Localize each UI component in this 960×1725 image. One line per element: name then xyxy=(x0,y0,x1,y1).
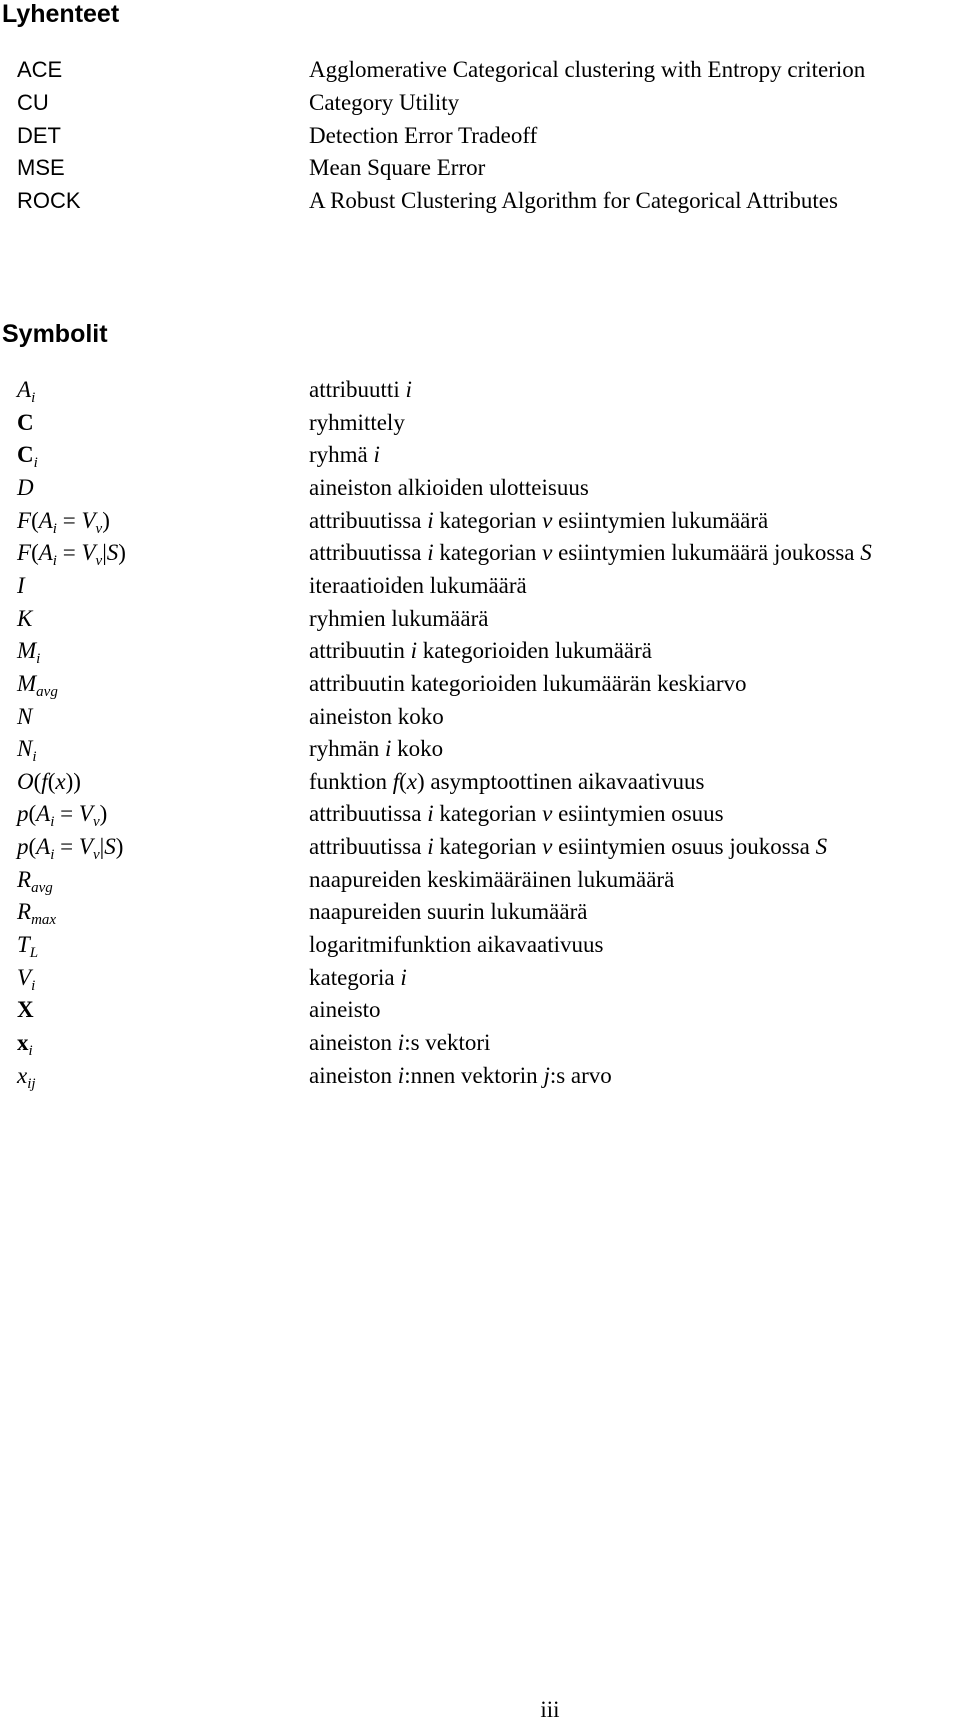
symbol-part: ) xyxy=(99,801,108,827)
symbol-part: S xyxy=(106,540,119,566)
symbol-row xyxy=(0,1027,960,1059)
definition-part: kategorian xyxy=(433,801,543,827)
symbol-term xyxy=(17,798,107,830)
abbreviation-definition: Mean Square Error xyxy=(309,155,486,181)
abbreviation-definition: Agglomerative Categorical clustering with Entropy criterion xyxy=(309,57,866,82)
definition-part: :s vektori xyxy=(404,1030,491,1055)
symbol-row xyxy=(0,929,960,961)
definition-part: ryhmän xyxy=(309,736,386,762)
symbol-part: A xyxy=(36,834,51,860)
symbol-term xyxy=(17,1060,36,1092)
symbol-part: V xyxy=(17,964,32,990)
symbol-part: D xyxy=(17,474,34,500)
definition-part: i xyxy=(427,801,434,827)
definition-part: logaritmifunktion aikavaativuus xyxy=(309,932,604,958)
symbol-part: v xyxy=(92,847,100,864)
symbol-term xyxy=(17,733,37,765)
symbol-part: i xyxy=(36,651,41,668)
symbol-row xyxy=(0,733,960,765)
symbol-part: i xyxy=(50,847,55,864)
definition-part: ( xyxy=(399,768,407,794)
symbol-definition xyxy=(309,864,674,896)
symbol-term xyxy=(17,766,81,798)
symbol-term xyxy=(17,668,58,700)
abbreviation-row xyxy=(0,87,960,119)
symbol-definition xyxy=(309,929,603,961)
symbol-definition xyxy=(309,407,405,439)
symbol-part: K xyxy=(17,605,33,631)
symbol-part: p xyxy=(17,834,29,860)
definition-part: v xyxy=(542,834,553,860)
symbol-part: x xyxy=(17,1062,28,1088)
symbol-term xyxy=(17,472,34,504)
abbreviation-definition: A Robust Clustering Algorithm for Categorical Attributes xyxy=(309,188,838,213)
symbol-row xyxy=(0,962,960,994)
symbol-row xyxy=(0,668,960,700)
symbol-part: i xyxy=(52,520,57,537)
symbol-definition xyxy=(309,733,443,765)
definition-part: v xyxy=(542,801,553,827)
definition-part: kategorian xyxy=(433,834,543,860)
symbol-definition xyxy=(309,635,652,667)
symbol-row xyxy=(0,701,960,733)
definition-part: iteraatioiden lukumäärä xyxy=(309,572,527,598)
symbol-definition xyxy=(309,962,407,994)
symbol-definition xyxy=(309,668,747,700)
symbol-row xyxy=(0,896,960,928)
definition-part: attribuutissa xyxy=(309,507,428,533)
definition-part: kategorioiden lukumäärä xyxy=(416,638,652,664)
definition-part: j xyxy=(543,1062,550,1088)
abbreviation-definition: Category Utility xyxy=(309,89,460,115)
symbol-part: max xyxy=(31,912,57,929)
symbol-part: O xyxy=(17,768,34,794)
symbol-part: ij xyxy=(27,1075,36,1092)
symbol-term xyxy=(17,407,34,439)
symbol-part: = xyxy=(54,834,79,860)
symbol-part: V xyxy=(81,540,96,566)
symbol-part: S xyxy=(104,834,116,860)
definition-part: attribuutti xyxy=(309,377,406,402)
symbol-part: ) xyxy=(115,834,124,860)
symbol-part: i xyxy=(33,455,38,472)
symbol-row xyxy=(0,635,960,667)
abbreviation-row xyxy=(0,185,960,217)
symbol-part: = xyxy=(56,507,82,533)
symbol-part: ( xyxy=(33,768,42,794)
symbols-heading: Symbolit xyxy=(2,320,108,348)
definition-part: attribuutissa xyxy=(309,834,428,860)
symbol-definition xyxy=(309,1027,490,1059)
symbol-row xyxy=(0,1060,960,1092)
abbreviation-term: DET xyxy=(17,122,61,148)
definition-part: i xyxy=(427,540,434,566)
symbol-term xyxy=(17,635,40,667)
definition-part: attribuutin xyxy=(309,638,411,664)
symbol-term xyxy=(17,929,38,961)
symbol-part: = xyxy=(54,801,79,827)
symbol-part: v xyxy=(92,814,100,831)
abbreviation-row xyxy=(0,120,960,152)
definition-part: v xyxy=(542,507,553,533)
definition-part: aineiston xyxy=(309,1062,398,1088)
symbol-term xyxy=(17,603,32,635)
symbol-part: ) xyxy=(118,540,126,566)
definition-part: :nnen vektorin xyxy=(404,1062,544,1088)
symbol-part: V xyxy=(81,507,96,533)
definition-part: esiintymien lukumäärä joukossa xyxy=(552,540,861,566)
symbol-part: i xyxy=(52,553,57,570)
symbol-definition xyxy=(309,798,724,830)
symbol-definition xyxy=(309,570,527,602)
symbol-row xyxy=(0,407,960,439)
symbol-term xyxy=(17,701,32,733)
definition-part: ryhmä xyxy=(309,442,374,468)
definition-part: ryhmittely xyxy=(309,409,405,435)
symbol-part: v xyxy=(95,553,103,570)
symbol-part: i xyxy=(28,1043,33,1059)
symbol-term xyxy=(17,831,123,863)
symbol-term xyxy=(17,537,126,569)
symbol-term xyxy=(17,505,110,537)
symbol-row xyxy=(0,798,960,830)
symbol-row xyxy=(0,831,960,863)
definition-part: kategoria xyxy=(309,964,401,990)
abbreviation-row xyxy=(0,152,960,184)
definition-part: i xyxy=(397,1030,405,1055)
symbol-part: A xyxy=(36,801,51,827)
symbol-term xyxy=(17,896,56,928)
symbol-part: M xyxy=(17,638,37,664)
symbol-definition xyxy=(309,1060,612,1092)
symbol-definition xyxy=(309,994,381,1026)
symbol-definition xyxy=(309,896,587,928)
symbol-part: p xyxy=(17,801,29,827)
definition-part: aineiston xyxy=(309,1030,398,1055)
symbol-part: V xyxy=(78,801,93,827)
symbol-definition xyxy=(309,831,827,863)
symbol-part: ( xyxy=(31,507,39,533)
symbol-part: L xyxy=(29,945,39,962)
symbol-part: A xyxy=(38,540,53,566)
definition-part: naapureiden keskimääräinen lukumäärä xyxy=(309,866,675,892)
page-number: iii xyxy=(540,1697,560,1722)
symbol-part: F xyxy=(17,507,32,533)
symbol-term xyxy=(17,994,34,1026)
abbreviation-term: MSE xyxy=(17,155,65,181)
definition-part: attribuutin kategorioiden lukumäärän keskiarvo xyxy=(309,670,747,696)
abbreviation-definition: Detection Error Tradeoff xyxy=(309,122,538,148)
symbol-term xyxy=(17,374,35,406)
definition-part: i xyxy=(397,1062,405,1088)
symbol-term xyxy=(17,439,38,471)
definition-part: i xyxy=(373,442,380,468)
definition-part: S xyxy=(815,834,828,860)
symbol-part: x xyxy=(17,1030,29,1055)
symbol-part: X xyxy=(17,997,34,1023)
symbol-part: i xyxy=(50,814,55,831)
definition-part: attribuutissa xyxy=(309,540,428,566)
symbol-row xyxy=(0,766,960,798)
abbreviation-term: CU xyxy=(17,89,49,115)
symbol-definition xyxy=(309,374,412,406)
symbol-part: C xyxy=(17,409,34,435)
abbreviations-heading: Lyhenteet xyxy=(2,0,120,28)
symbol-row xyxy=(0,472,960,504)
symbol-definition xyxy=(309,439,380,471)
definition-part: i xyxy=(427,507,434,533)
symbol-part: avg xyxy=(36,683,58,700)
symbol-part: R xyxy=(17,866,32,892)
symbol-term xyxy=(17,1027,33,1059)
symbol-part: ( xyxy=(28,834,37,860)
symbol-term xyxy=(17,864,53,896)
definition-part: funktion xyxy=(309,768,393,794)
symbol-part: x xyxy=(55,768,66,794)
symbol-part: ) xyxy=(102,507,110,533)
symbol-part: F xyxy=(17,540,32,566)
symbol-definition xyxy=(309,537,872,569)
symbol-definition xyxy=(309,472,589,504)
symbol-part: V xyxy=(78,834,93,860)
symbol-row xyxy=(0,439,960,471)
symbol-part: v xyxy=(95,520,103,537)
abbreviation-term: ACE xyxy=(17,57,63,82)
symbol-term xyxy=(17,570,25,602)
symbol-term xyxy=(17,962,35,994)
symbol-part: A xyxy=(17,377,32,402)
definition-part: esiintymien lukumäärä xyxy=(552,507,769,533)
definition-part: i xyxy=(410,638,417,664)
definition-part: :s arvo xyxy=(549,1062,612,1088)
symbol-part: ( xyxy=(47,768,56,794)
symbol-part: I xyxy=(17,572,25,598)
symbol-part: R xyxy=(17,899,32,925)
definition-part: i xyxy=(400,964,407,990)
definition-part: kategorian xyxy=(433,540,543,566)
symbol-row xyxy=(0,537,960,569)
definition-part: kategorian xyxy=(433,507,543,533)
definition-part: f xyxy=(392,768,400,794)
symbol-part: avg xyxy=(31,879,53,896)
symbol-part: C xyxy=(17,442,34,468)
symbol-row xyxy=(0,374,960,406)
symbol-definition xyxy=(309,701,444,733)
symbol-part: A xyxy=(38,507,53,533)
symbol-part: )) xyxy=(65,768,81,794)
symbol-row xyxy=(0,603,960,635)
definition-part: i xyxy=(427,834,434,860)
symbol-row xyxy=(0,570,960,602)
symbol-part: f xyxy=(41,768,48,794)
definition-part: aineiston koko xyxy=(309,703,444,729)
symbol-part: M xyxy=(17,670,37,696)
definition-part: esiintymien osuus joukossa xyxy=(552,834,816,860)
symbol-part: | xyxy=(99,834,105,860)
symbol-part: i xyxy=(31,390,36,406)
definition-part: koko xyxy=(391,736,444,762)
abbreviation-term: ROCK xyxy=(17,188,81,213)
definition-part: attribuutissa xyxy=(309,801,428,827)
symbol-definition xyxy=(309,766,704,798)
symbol-row xyxy=(0,864,960,896)
definition-part: naapureiden suurin lukumäärä xyxy=(309,899,588,925)
definition-part: aineisto xyxy=(309,997,381,1023)
symbol-part: N xyxy=(17,736,33,762)
definition-part: v xyxy=(542,540,553,566)
definition-part: ryhmien lukumäärä xyxy=(309,605,489,631)
symbol-part: = xyxy=(56,540,82,566)
definition-part: ) asymptoottinen aikavaativuus xyxy=(416,768,705,794)
definition-part: esiintymien osuus xyxy=(552,801,724,827)
symbol-part: i xyxy=(31,977,36,994)
symbol-definition xyxy=(309,603,488,635)
definition-part: i xyxy=(405,377,412,402)
symbol-part: | xyxy=(102,540,107,566)
definition-part: aineiston alkioiden ulotteisuus xyxy=(309,474,589,500)
symbol-part: i xyxy=(32,749,37,766)
abbreviation-row xyxy=(0,54,960,86)
definition-part: i xyxy=(385,736,392,762)
symbol-part: ( xyxy=(28,801,37,827)
symbol-row xyxy=(0,505,960,537)
symbol-row xyxy=(0,994,960,1026)
symbol-part: ( xyxy=(31,540,39,566)
symbol-definition xyxy=(309,505,768,537)
definition-part: x xyxy=(406,768,417,794)
definition-part: S xyxy=(860,540,872,566)
symbol-part: N xyxy=(17,703,33,729)
symbol-part: T xyxy=(17,932,30,958)
